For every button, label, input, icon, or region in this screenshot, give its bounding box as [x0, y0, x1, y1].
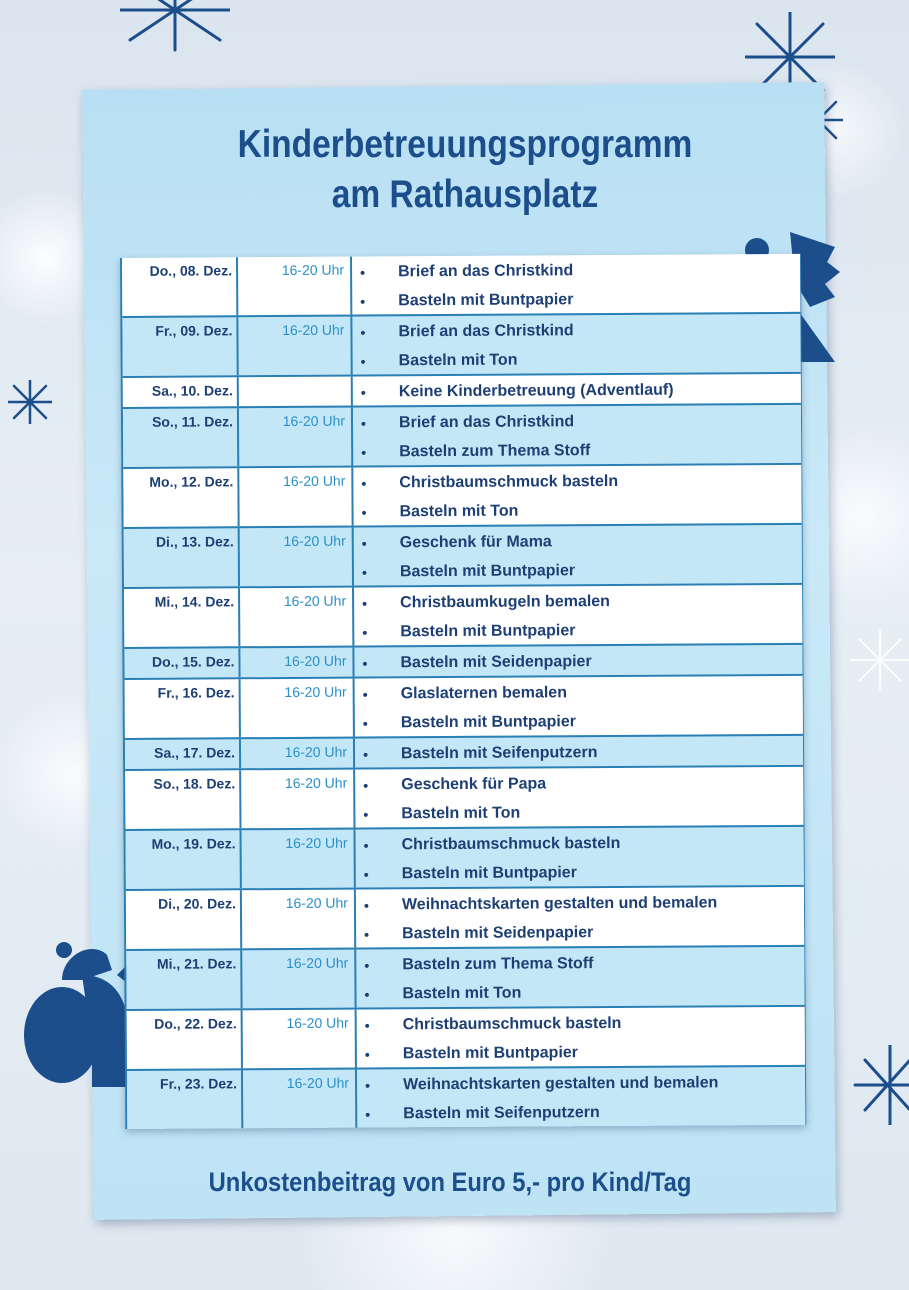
activity-item [355, 374, 801, 406]
column-divider [237, 408, 239, 466]
row-time: 16-20 Uhr [283, 592, 347, 610]
activity-list [355, 465, 801, 526]
row-date: Do., 15. Dez. [151, 653, 235, 670]
column-divider [236, 257, 238, 315]
column-divider [241, 1010, 243, 1068]
bullet-icon: • [361, 444, 367, 461]
bullet-icon: • [361, 564, 367, 581]
table-row [127, 1065, 805, 1129]
activity-list [357, 827, 803, 888]
row-time: 16-20 Uhr [282, 412, 346, 430]
row-time: 16-20 Uhr [283, 532, 346, 550]
column-divider [352, 528, 354, 586]
column-divider [354, 950, 356, 1008]
table-row [126, 885, 804, 949]
bullet-icon: • [362, 746, 368, 763]
activity-text: Brief an das Christkind [398, 262, 574, 281]
column-divider [351, 468, 353, 526]
row-date: Sa., 17. Dez. [154, 744, 236, 761]
row-time: 16-20 Uhr [281, 261, 345, 279]
column-divider [239, 679, 241, 737]
row-time: 16-20 Uhr [286, 1014, 349, 1031]
bullet-icon: • [363, 777, 369, 794]
column-divider [237, 377, 239, 406]
row-date: Di., 13. Dez. [155, 533, 234, 550]
activity-item [356, 614, 802, 646]
table-row [123, 372, 801, 407]
activity-item [355, 343, 801, 375]
bullet-icon: • [361, 504, 367, 521]
activity-text: Geschenk für Mama [399, 533, 552, 552]
activity-text: Christbaumkugeln bemalen [400, 593, 610, 612]
activity-list [356, 525, 802, 586]
row-time: 16-20 Uhr [285, 954, 349, 971]
column-divider [350, 317, 352, 375]
activity-item [358, 947, 804, 979]
bullet-icon: • [360, 324, 366, 341]
bullet-icon: • [364, 926, 370, 943]
bullet-icon: • [362, 686, 368, 703]
bullet-icon: • [362, 655, 368, 672]
schedule-table [120, 254, 806, 1129]
table-row [123, 403, 801, 467]
activity-text: Basteln zum Thema Stoff [402, 955, 594, 974]
row-date: Mi., 14. Dez. [154, 593, 235, 610]
row-time: 16-20 Uhr [284, 743, 348, 761]
activity-list [354, 254, 800, 315]
bullet-icon: • [365, 1077, 371, 1094]
activity-text: Basteln mit Seifenputzern [403, 1104, 600, 1123]
activity-text: Keine Kinderbetreuung (Adventlauf) [398, 381, 674, 401]
column-divider [352, 648, 354, 677]
column-divider [239, 830, 241, 888]
table-row [126, 945, 804, 1009]
activity-text: Basteln mit Seidenpapier [402, 924, 594, 943]
activity-item [358, 856, 804, 888]
bullet-icon: • [364, 957, 370, 974]
star-icon [120, 0, 230, 60]
activity-item [354, 314, 800, 346]
star-icon [8, 380, 52, 424]
column-divider [354, 890, 356, 948]
column-divider [239, 739, 241, 768]
row-date: Fr., 23. Dez. [159, 1075, 238, 1092]
activity-text: Christbaumschmuck basteln [401, 834, 621, 854]
activity-item [359, 1067, 805, 1099]
activity-text: Basteln mit Ton [401, 804, 521, 823]
page-title [211, 120, 718, 220]
activity-item [358, 887, 804, 919]
table-row [124, 643, 802, 678]
column-divider [351, 408, 353, 466]
activity-text: Glaslaternen bemalen [400, 684, 568, 703]
activity-text: Christbaumschmuck basteln [399, 472, 619, 492]
table-row [122, 254, 800, 316]
column-divider [240, 890, 242, 948]
activity-text: Basteln mit Ton [398, 351, 518, 370]
table-row [123, 463, 801, 527]
activity-text: Brief an das Christkind [398, 413, 575, 432]
activity-list [355, 374, 801, 406]
column-divider [353, 830, 355, 888]
bullet-icon: • [363, 866, 369, 883]
activity-item [359, 1036, 805, 1068]
row-date: Di., 20. Dez. [158, 895, 236, 912]
activity-item [354, 254, 800, 286]
column-divider [352, 588, 354, 646]
activity-text: Basteln zum Thema Stoff [399, 442, 591, 461]
row-date: Fr., 09. Dez. [155, 322, 233, 339]
column-divider [353, 739, 355, 768]
activity-item [358, 976, 804, 1008]
table-row [127, 1005, 805, 1069]
activity-list [357, 676, 803, 737]
activity-text: Christbaumschmuck basteln [402, 1014, 622, 1034]
activity-text: Weihnachtskarten gestalten und bemalen [403, 1074, 719, 1094]
bullet-icon: • [362, 715, 368, 732]
activity-item [357, 827, 803, 859]
bullet-icon: • [364, 1046, 370, 1063]
table-row [124, 583, 802, 647]
column-divider [241, 1070, 243, 1128]
column-divider [353, 679, 355, 737]
activity-item [358, 916, 804, 948]
row-time: 16-20 Uhr [284, 652, 347, 670]
activity-list [358, 887, 804, 948]
row-date: So., 18. Dez. [153, 775, 236, 792]
activity-item [359, 1007, 805, 1039]
activity-item [357, 676, 803, 708]
title-line-2: am Rathausplatz [331, 173, 599, 216]
row-date: Mo., 19. Dez. [151, 835, 236, 852]
row-time: 16-20 Uhr [285, 894, 348, 911]
table-row [125, 734, 803, 769]
column-divider [238, 528, 240, 586]
activity-item [357, 767, 803, 799]
activity-list [357, 736, 803, 768]
row-date: So., 11. Dez. [152, 413, 234, 430]
bullet-icon: • [360, 415, 366, 432]
activity-text: Basteln mit Buntpapier [401, 864, 577, 883]
star-icon [850, 630, 909, 690]
row-date: Do., 22. Dez. [154, 1015, 237, 1032]
activity-item [357, 705, 803, 737]
star-icon [850, 1045, 909, 1125]
bullet-icon: • [360, 293, 366, 310]
bullet-icon: • [363, 806, 369, 823]
row-time: 16-20 Uhr [286, 1074, 350, 1091]
activity-list [359, 1067, 805, 1128]
row-time: 16-20 Uhr [284, 774, 348, 792]
activity-text: Basteln mit Buntpapier [399, 562, 576, 581]
column-divider [351, 377, 353, 406]
footer-fee-note: Unkostenbeitrag von Euro 5,- pro Kind/Tag [208, 1167, 692, 1197]
bullet-icon: • [364, 1017, 370, 1034]
row-time: 16-20 Uhr [283, 472, 346, 490]
activity-text: Basteln mit Ton [402, 984, 522, 1003]
bullet-icon: • [361, 535, 367, 552]
activity-text: Geschenk für Papa [401, 775, 547, 794]
column-divider [355, 1010, 357, 1068]
activity-item [356, 554, 802, 586]
activity-text: Basteln mit Seifenputzern [400, 744, 598, 763]
activity-text: Basteln mit Buntpapier [400, 713, 577, 732]
column-divider [353, 770, 355, 828]
bullet-icon: • [362, 624, 368, 641]
activity-text: Basteln mit Buntpapier [398, 291, 574, 310]
activity-item [355, 405, 801, 437]
row-date: Do., 08. Dez. [149, 262, 233, 279]
activity-text: Weihnachtskarten gestalten und bemalen [401, 894, 718, 914]
activity-item [355, 465, 801, 497]
table-row [122, 312, 800, 376]
table-row [125, 674, 803, 738]
row-date: Mi., 21. Dez. [156, 955, 237, 972]
row-date: Mo., 12. Dez. [149, 473, 234, 490]
activity-text: Basteln mit Buntpapier [400, 622, 576, 641]
table-row [125, 825, 803, 889]
activity-item [356, 645, 802, 677]
row-time: 16-20 Uhr [284, 683, 347, 701]
table-row [125, 765, 803, 829]
column-divider [350, 257, 352, 315]
activity-list [355, 405, 801, 466]
activity-text: Brief an das Christkind [398, 322, 574, 341]
row-date: Sa., 10. Dez. [151, 382, 233, 399]
activity-list [356, 585, 802, 646]
activity-item [355, 434, 801, 466]
row-time: 16-20 Uhr [285, 834, 348, 852]
column-divider [238, 648, 240, 677]
column-divider [239, 770, 241, 828]
bullet-icon: • [361, 475, 367, 492]
column-divider [240, 950, 242, 1008]
row-date: Fr., 16. Dez. [157, 684, 235, 701]
activity-text: Basteln mit Seidenpapier [400, 653, 592, 672]
activity-list [356, 645, 802, 677]
activity-list [354, 314, 800, 375]
title-line-1: Kinderbetreuungsprogramm [237, 123, 693, 166]
bullet-icon: • [365, 1106, 371, 1123]
column-divider [236, 317, 238, 375]
bullet-icon: • [364, 986, 370, 1003]
activity-list [358, 947, 804, 1008]
activity-list [359, 1007, 805, 1068]
activity-list [357, 767, 803, 828]
activity-item [357, 736, 803, 768]
bullet-icon: • [363, 837, 369, 854]
activity-item [354, 283, 800, 315]
bullet-icon: • [360, 264, 366, 281]
activity-item [356, 585, 802, 617]
bullet-icon: • [363, 897, 369, 914]
row-time: 16-20 Uhr [282, 321, 345, 339]
column-divider [237, 468, 239, 526]
activity-item [357, 796, 803, 828]
bullet-icon: • [360, 384, 366, 401]
table-row [124, 523, 802, 587]
column-divider [355, 1070, 357, 1128]
activity-item [356, 525, 802, 557]
bullet-icon: • [362, 595, 368, 612]
activity-text: Basteln mit Ton [399, 502, 519, 521]
activity-text: Basteln mit Buntpapier [402, 1044, 579, 1063]
column-divider [238, 588, 240, 646]
bullet-icon: • [360, 353, 366, 370]
activity-item [359, 1096, 805, 1128]
activity-item [355, 494, 801, 526]
